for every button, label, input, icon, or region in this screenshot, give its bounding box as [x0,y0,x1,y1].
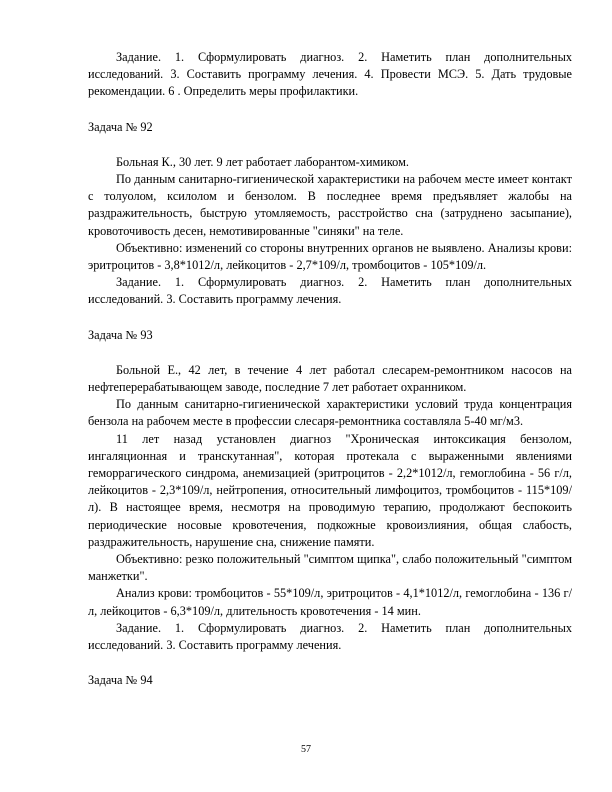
task-92-heading: Задача № 92 [88,119,153,134]
assignment-paragraph: Задание. 1. Сформулировать диагноз. 2. Наметить план дополнительных исследований. 3. Составить программу лечения. 4. Провести МСЭ. 5. Дать трудовые рекомендации. 6 . Определить меры профилактики. [88,50,572,99]
task-93-objective-paragraph: Объективно: резко положительный "симптом щипка", слабо положительный "симптом манжетки". [88,552,572,584]
task-93-heading: Задача № 93 [88,327,153,342]
task-92-objective-paragraph: Объективно: изменений со стороны внутренних органов не выявлено. Анализы крови: эритроцитов - 3,8*1012/л, лейкоцитов - 2,7*109/л, тромбоцитов - 105*109/л. [88,240,572,273]
task-94-heading: Задача № 94 [88,673,153,688]
page-content [88,49,572,690]
task-93-hygiene-paragraph: По данным санитарно-гигиенической характеристики условий труда концентрация бензола на рабочем месте в профессии слесаря-ремонтника составляла 5-40 мг/м3. [88,397,572,429]
task-93-patient-paragraph: Больной Е., 42 лет, в течение 4 лет работал слесарем-ремонтником насосов на нефтеперерабатывающем заводе, последние 7 лет работает охранником. [88,362,572,395]
task-92-patient-paragraph: Больная К., 30 лет. 9 лет работает лаборантом-химиком. [116,154,409,169]
task-93-blood-test-paragraph: Анализ крови: тромбоцитов - 55*109/л, эритроцитов - 4,1*1012/л, гемоглобина - 136 г/л, лейкоцитов - 6,3*109/л, длительность кровотечения - 14 мин. [88,586,572,618]
page-number: 57 [301,744,311,755]
task-93-assignment-paragraph: Задание. 1. Сформулировать диагноз. 2. Наметить план дополнительных исследований. 3. Составить программу лечения. [88,620,572,653]
task-92-assignment-paragraph: Задание. 1. Сформулировать диагноз. 2. Наметить план дополнительных исследований. 3. Составить программу лечения. [88,275,572,307]
task-93-history-paragraph: 11 лет назад установлен диагноз "Хроническая интоксикация бензолом, ингаляционная и транскутанная", которая протекала с выраженными явлениями геморрагического синдрома, анемизацией (эритроцитов - 2,2*1012/л, гемоглобина - 56 г/л, лейкоцитов - 2,3*109/л, нейтропения, относительный лимфоцитоз, тромбоцитов - 115*109/л). В настоящее время, несмотря на проводимую терапию, продолжают беспокоить периодические носовые кровотечения, подкожные кровоизлияния, общая слабость, раздражительность, нарушение сна, снижение памяти. [88,431,572,549]
task-92-hygiene-paragraph: По данным санитарно-гигиенической характеристики на рабочем месте имеет контакт с толуолом, ксилолом и бензолом. В последнее время предъявляет жалобы на раздражительность, быструю утомляемость, расстройство сна (затруднено засыпание), кровоточивость десен, немотивированные "синяки" на теле. [88,172,572,238]
